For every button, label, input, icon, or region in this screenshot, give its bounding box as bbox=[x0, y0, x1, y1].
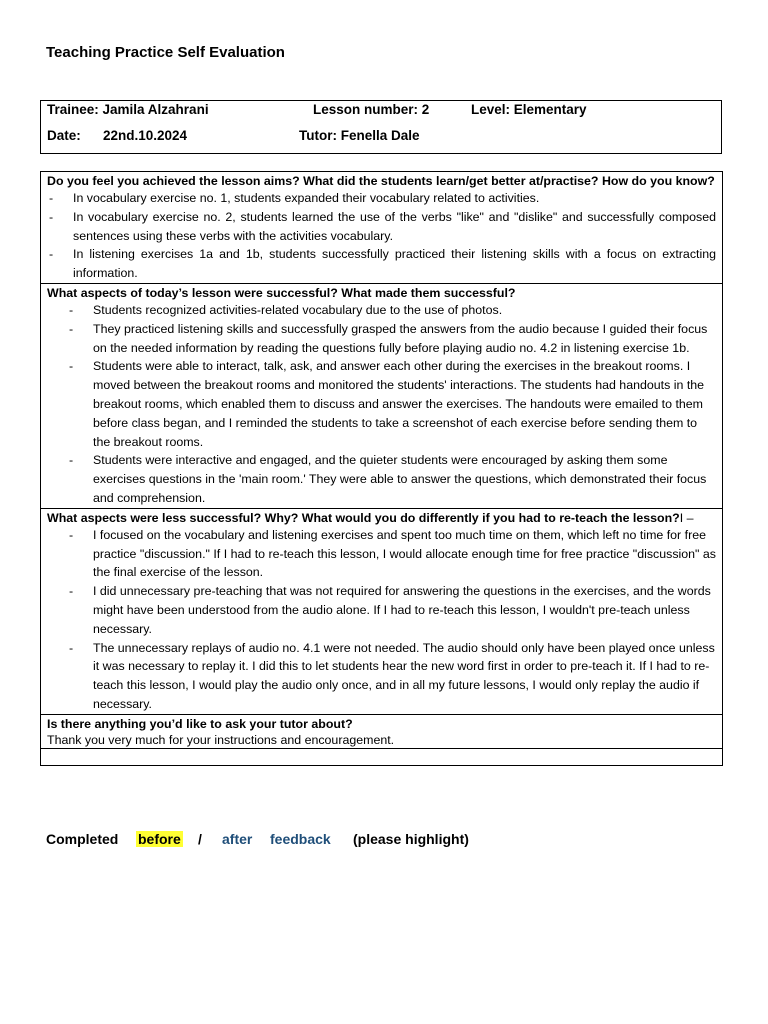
list-item: - I did unnecessary pre-teaching that was not required for answering the questions in the exercises, and the words might have been understood from the audio alone. If I had to re-teach this lesson, I wouldn't pre-teach unless necessary. bbox=[47, 582, 716, 638]
evaluation-table bbox=[40, 171, 723, 766]
list-item: - Students were interactive and engaged, and the quieter students were encouraged by asking them some exercises questions in the 'main room.' They were able to answer the questions, which demonstrated their focus and comprehension. bbox=[47, 451, 716, 507]
empty-row bbox=[41, 748, 723, 765]
feedback-option: feedback bbox=[270, 831, 331, 847]
section-question: What aspects were less successful? Why? What would you do differently if you had to re-teach the lesson?I – bbox=[47, 510, 694, 525]
list-item: - I focused on the vocabulary and listening exercises and spent too much time on them, which left no time for free practice "discussion." If I had to re-teach this lesson, I would allocate enough time for free practice "discussion" as the final exercise of the lesson. bbox=[47, 526, 716, 582]
section-successful bbox=[41, 283, 723, 508]
section-question: Do you feel you achieved the lesson aims? What did the students learn/get better at/practise? How do you know? bbox=[47, 174, 715, 188]
answer-list bbox=[47, 526, 716, 714]
list-item: - In vocabulary exercise no. 1, students expanded their vocabulary related to activities. bbox=[47, 189, 716, 208]
page-title: Teaching Practice Self Evaluation bbox=[46, 44, 285, 61]
question-suffix: I – bbox=[679, 510, 694, 525]
tutor-name: Tutor: Fenella Dale bbox=[299, 128, 420, 143]
section-tutor-question bbox=[41, 714, 723, 748]
before-option: before bbox=[138, 831, 181, 847]
answer-list bbox=[47, 301, 716, 508]
list-item: - In vocabulary exercise no. 2, students learned the use of the verbs "like" and "dislike" and successfully composed sentences using these verbs with the activities vocabulary. bbox=[47, 208, 716, 246]
list-item: - Students recognized activities-related vocabulary due to the use of photos. bbox=[47, 301, 716, 320]
lesson-level: Level: Elementary bbox=[471, 102, 587, 117]
list-item: - In listening exercises 1a and 1b, students successfully practiced their listening skills with a focus on extracting information. bbox=[47, 245, 716, 283]
section-question: What aspects of today’s lesson were successful? What made them successful? bbox=[47, 285, 516, 300]
after-option: after bbox=[222, 831, 253, 847]
section-question: Is there anything you’d like to ask your tutor about? bbox=[47, 716, 353, 731]
list-item: - The unnecessary replays of audio no. 4.1 were not needed. The audio should only have been played once unless it was necessary to replay it. I did this to let students hear the new word first in order to pre-teach it. If I had to re-teach this lesson, I would play the audio only once, and in all my future lessons, I would only replay the audio if necessary. bbox=[47, 639, 716, 714]
section-less-successful bbox=[41, 508, 723, 714]
list-item: - Students were able to interact, talk, ask, and answer each other during the exercises in the breakout rooms. I moved between the breakout rooms and monitored the students' interactions. The students had handouts in the breakout rooms, which enabled them to discuss and answer the exercises. The handouts were emailed to them before class began, and I reminded the students to take a screenshot of each exercise before sending them to the breakout rooms. bbox=[47, 357, 716, 451]
date-value: 22nd.10.2024 bbox=[103, 128, 188, 143]
list-item: - They practiced listening skills and successfully grasped the answers from the audio because I guided their focus on the needed information by reading the questions fully before playing audio no. 4.2 in listening exercise 1b. bbox=[47, 320, 716, 358]
trainee-name: Trainee: Jamila Alzahrani bbox=[47, 102, 209, 117]
highlight-note: (please highlight) bbox=[353, 831, 469, 847]
date-label: Date: bbox=[47, 128, 81, 143]
answer-list bbox=[47, 189, 716, 283]
lesson-info-box bbox=[40, 100, 722, 154]
section-aims bbox=[41, 172, 723, 284]
lesson-number: Lesson number: 2 bbox=[313, 102, 430, 117]
section-answer: Thank you very much for your instructions and encouragement. bbox=[47, 732, 395, 747]
completed-label: Completed bbox=[46, 831, 119, 847]
slash-separator: / bbox=[198, 831, 202, 847]
